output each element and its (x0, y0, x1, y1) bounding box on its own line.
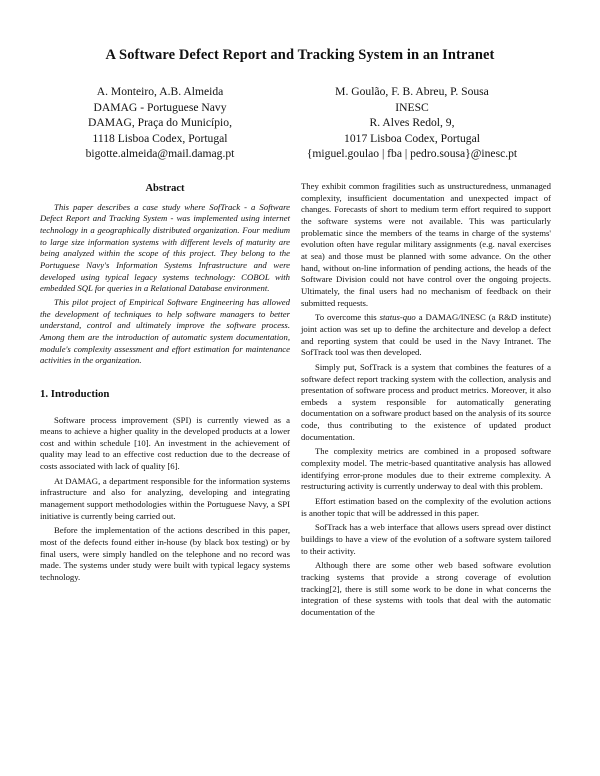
author-address: R. Alves Redol, 9, (369, 116, 455, 129)
author-address: DAMAG, Praça do Município, (88, 116, 232, 129)
abstract-body (40, 202, 290, 367)
body-paragraph: Software process improvement (SPI) is currently viewed as a means to achieve a higher quality in the developed products at a lower cost and within schedule [10]. An investment in the achievement of quality may lead to an effective cost reduction due to the decrease of costs associated with lack of quality [6]. (40, 414, 290, 472)
author-affiliation: INESC (395, 100, 429, 114)
text-run: a DAMAG/INESC (a R&D institute) joint action was set up to define the architecture and develop a defect and reporting system that could be used in the Navy Intranet. The SofTrack tool was then developed. (301, 312, 551, 358)
abstract-heading: Abstract (145, 183, 185, 194)
section-heading-introduction: 1. Introduction (40, 387, 110, 400)
body-paragraph: They exhibit common fragilities such as unstructuredness, unmanaged complexity, insufficient documentation and unexpected impact of changes. Forecasts of short to medium term effort required to support the software systems were not available. This was particularly problematic since the members of the teams in charge of the systems' evolution often have regular military assignments (e.g. naval exercises at sea) and those must be planned with some advance. On the other hand, without on-line information of pending actions, the heads of the Software Division could not have control over the ongoing projects. Ultimately, the final users had no mechanism of feedback on their submitted requests. (301, 181, 551, 308)
body-paragraph: Effort estimation based on the complexity of the evolution actions is another topic that will be addressed in this paper. (301, 496, 551, 518)
right-column-body (301, 181, 551, 619)
body-paragraph (301, 312, 551, 359)
body-paragraph: Simply put, SofTrack is a system that combines the features of a software defect report tracking system with the collection, analysis and presentation of software process and product metrics. Moreover, it also embeds a system responsible for automatically generating documentation on a software product based on the analysis of its source code, thus contributing to the existence of updated product documentation. (301, 361, 551, 442)
author-city: 1118 Lisboa Codex, Portugal (92, 131, 228, 145)
body-paragraph: Although there are some other web based software evolution tracking systems that provide a strong coverage of evolution tracking[2], there is still some work to be done in what concerns the integration of these systems with tools that deal with the automatic documentation of the (301, 560, 551, 617)
author-email: {miguel.goulao | fba | pedro.sousa}@inesc.pt (306, 147, 518, 160)
abstract-paragraph: This paper describes a case study where SofTrack - a Software Defect Report and Tracking System - was implemented using internet technology in a geographically distributed organization. Four medium to large size information systems with different levels of maturity are being analyzed within the scope of this project. They belong to the Portuguese Navy's Information Systems Infrastructure and were developed using typical legacy systems technology: COBOL with embedded SQL for queries in a Relational Database environment. (40, 201, 290, 294)
body-paragraph: At DAMAG, a department responsible for the information systems infrastructure and also for analyzing, developing and integrating management support methodologies within the Portuguese Navy, a SPI initiative is currently being carried out. (40, 475, 290, 521)
left-column (40, 183, 290, 584)
emphasis-text: status-quo (379, 312, 416, 323)
author-email: bigotte.almeida@mail.damag.pt (85, 147, 235, 160)
text-run: To overcome this (315, 312, 380, 323)
author-affiliation: DAMAG - Portuguese Navy (93, 100, 227, 114)
abstract-paragraph: This pilot project of Empirical Software Engineering has allowed the development of techniques to help software managers to better understand, control and ultimately improve the software process. Among them are the introduction of automatic system documentation, module's complexity assessment and effort estimation for maintenance activities in the organization. (40, 296, 290, 366)
body-paragraph: The complexity metrics are combined in a proposed software complexity model. The metric-based quantitative analysis has allowed identifying error-prone modules due to their extreme complexity. A restructuring activity is currently underway to deal with this problem. (301, 446, 551, 492)
author-names: M. Goulão, F. B. Abreu, P. Sousa (335, 85, 489, 98)
author-city: 1017 Lisboa Codex, Portugal (344, 131, 480, 145)
author-block-left (40, 84, 280, 162)
author-names: A. Monteiro, A.B. Almeida (96, 85, 224, 98)
body-paragraph: Before the implementation of the actions described in this paper, most of the defects found either in-house (by black box testing) or by final users, were simply handled on the telephone and no record was made. The systems under study were built with typical legacy systems technology. (40, 525, 290, 583)
introduction-body (40, 415, 290, 584)
body-paragraph: SofTrack has a web interface that allows users spread over distinct buildings to have a view of the evolution of a software system tailored to their activity. (301, 522, 551, 556)
paper-title: A Software Defect Report and Tracking System in an Intranet (105, 47, 495, 63)
author-block-right (262, 84, 562, 162)
right-column (301, 181, 551, 619)
